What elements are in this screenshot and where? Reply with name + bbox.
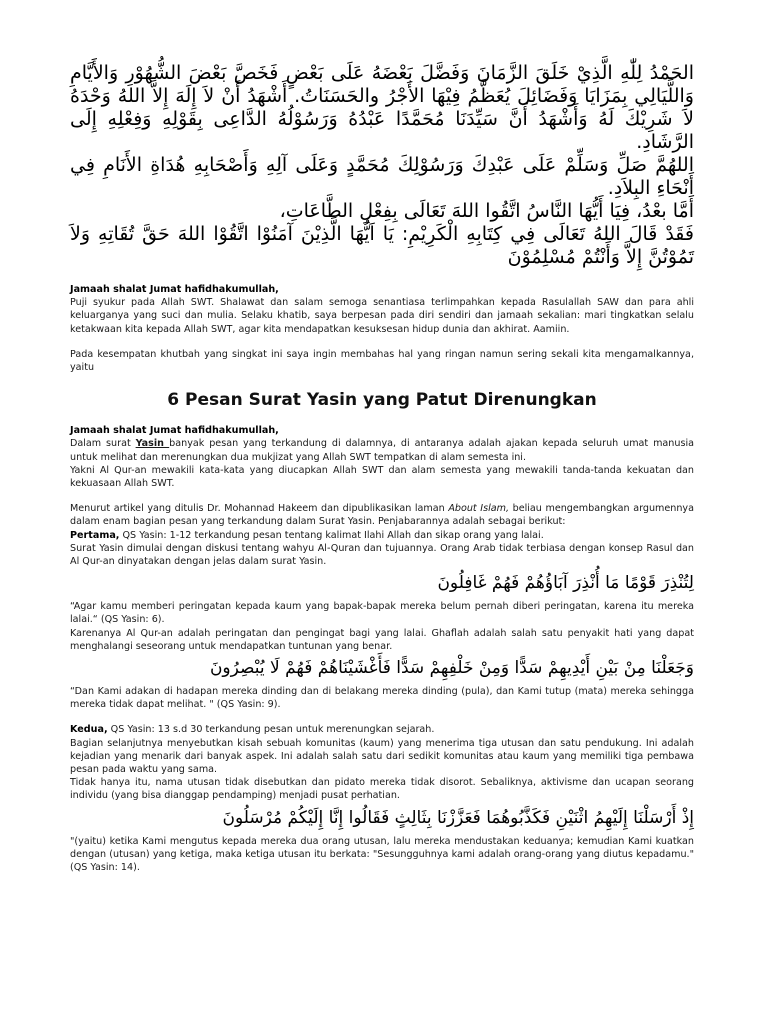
section-kedua: Kedua, QS Yasin: 13 s.d 30 terkandung pesan untuk merenungkan sejarah.	[70, 724, 435, 736]
intro-greeting: Jamaah shalat Jumat hafidhakumullah,	[70, 284, 279, 295]
intro-paragraph-1: Puji syukur pada Allah SWT. Shalawat dan salam semoga senantiasa terlimpahkan kepada Rasulallah SAW dan para ahli keluarganya yang suci dan mulia. Selaku khatib, saya berpesan pada diri sendiri dan jamaah sekalian: mari tingkatkan selalu ketakwaan kita kepada Allah SWT, agar kita mendapatkan kesuksesan hidup dunia dan akhirat. Aamiin.	[70, 297, 694, 335]
source-name: About Islam,	[448, 503, 510, 515]
body-paragraph-6: Tidak hanya itu, nama utusan tidak disebutkan dan pidato mereka tidak disorot. Sebaliknya, aktivisme dan ucapan seorang individu (yang bisa dianggap pendamping) menjadi pusat perhatian.	[70, 777, 694, 802]
arabic-verse: فَقَدْ قَالَ اللهُ تَعَالَى فِي كِتَابِهِ الْكَرِيْمِ: يَا اَيُّهَا الَّذِيْنَ آمَنُوْا اتَّقُوْا اللهَ حَقَّ تُقَاتِهِ وَلاَ تَمُوْتُنَّ إِلاَّ وَأَنْتُمْ مُسْلِمُوْنَ	[70, 223, 694, 268]
body-paragraph-3: Menurut artikel yang ditulis Dr. Mohannad Hakeem dan dipublikasikan laman About Islam, beliau mengembangkan argumennya dalam enam bagian pesan yang terkandung dalam Surat Yasin. Penjabarannya adalah sebagai berikut:	[70, 503, 694, 528]
translation-yasin-14: "(yaitu) ketika Kami mengutus kepada mereka dua orang utusan, lalu mereka mendustakan keduanya; kemudian Kami kuatkan dengan (utusan) yang ketiga, maka ketiga utusan itu berkata: "Sesungguhnya kami adalah orang-orang yang diutus kepadamu." (QS Yasin: 14).	[70, 835, 694, 874]
yasin-link[interactable]: Yasin	[135, 438, 170, 450]
opening-arabic	[70, 62, 694, 269]
translation-yasin-9: “Dan Kami adakan di hadapan mereka dinding dan di belakang mereka dinding (pula), dan Kami tutup (mata) mereka sehingga mereka tidak dapat melihat. " (QS Yasin: 9).	[70, 686, 694, 711]
ayah-yasin-14: إِذْ أَرْسَلْنَا إِلَيْهِمُ اثْنَيْنِ فَكَذَّبُوهُمَا فَعَزَّزْنَا بِثَالِثٍ فَقَالُوا إِنَّا إِلَيْكُمْ مُرْسَلُونَ	[222, 807, 694, 828]
ayah-yasin-6: لِتُنْذِرَ قَوْمًا مَا أُنْذِرَ آبَاؤُهُمْ فَهُمْ غَافِلُونَ	[437, 573, 694, 594]
arabic-praise: الحَمْدُ لِلّٰهِ الَّذِيْ خَلَقَ الزَّمَانَ وَفَضَّلَ بَعْضَهُ عَلَى بَعْضٍ فَخَصَّ بَعْضَ الشُّهُوْرِ وَالأَيَّامِ وَاللَّيَالِي بِمَزَايَا وَفَضَائِلَ يُعَظَّمُ فِيْهَا الأَجْرُ والحَسَنَاتُ. أَشْهَدُ أَنْ لاَ إِلَهَ إِلاَّ اللهُ وَحْدَهُ لاَ شَرِيْكَ لَهُ وَأَشْهَدُ أَنَّ سَيِّدَنَا مُحَمَّدًا عَبْدُهُ وَرَسُوْلُهُ الدَّاعِى بِقَوْلِهِ وَفِعْلِهِ إِلَى الرَّشَادِ.	[70, 62, 694, 153]
body-paragraph-2: Yakni Al Qur-an mewakili kata-kata yang diucapkan Allah SWT dan alam semesta yang mewakili tanda-tanda kekuatan dan kekuasaan Allah SWT.	[70, 464, 694, 490]
pertama-paragraph: Surat Yasin dimulai dengan diskusi tentang wahyu Al-Quran dan tujuannya. Orang Arab tidak terbiasa dengan konsep Rasul dan Al Qur-an dinyatakan dengan jelas dalam surat Yasin.	[70, 542, 694, 568]
body-paragraph-4: Karenanya Al Qur-an adalah peringatan dan pengingat bagi yang lalai. Ghaflah adalah salah satu penyakit hati yang dapat menghalangi seseorang untuk mendapatkan tuntunan yang benar.	[70, 627, 694, 652]
translation-yasin-6: “Agar kamu memberi peringatan kepada kaum yang bapak-bapak mereka belum pernah diberi peringatan, karena itu mereka lalai.“ (QS Yasin: 6).	[70, 601, 694, 626]
body-paragraph-5: Bagian selanjutnya menyebutkan kisah sebuah komunitas (kaum) yang menerima tiga utusan dan satu pendukung. Ini adalah kejadian yang menarik dari banyak aspek. Ini adalah salah satu dari sedikit komunitas atau kaum yang memiliki tiga pembawa pesan pada waktu yang sama.	[70, 737, 694, 776]
body-paragraph-1: Dalam surat Yasin banyak pesan yang terkandung di dalamnya, di antaranya adalah ajakan kepada seluruh umat manusia untuk melihat dan merenungkan dua mukjizat yang Allah SWT tempatkan di alam semesta ini.	[70, 438, 695, 463]
ayah-yasin-9: وَجَعَلْنَا مِنْ بَيْنِ أَيْدِيهِمْ سَدًّا وَمِنْ خَلْفِهِمْ سَدًّا فَأَغْشَيْنَاهُمْ فَهُمْ لَا يُبْصِرُونَ	[209, 658, 694, 679]
page-title: 6 Pesan Surat Yasin yang Patut Direnungkan	[167, 390, 597, 411]
section-pertama: Pertama, QS Yasin: 1-12 terkandung pesan tentang kalimat Ilahi Allah dan sikap orang yang lalai.	[70, 529, 544, 541]
arabic-shalawat: اللهُمَّ صَلِّ وَسَلِّمْ عَلَى عَبْدِكَ وَرَسُوْلِكَ مُحَمَّدٍ وَعَلَى آلِهِ وَأَصْحَابِهِ هُدَاةِ الأَنَامِ فِي أَنْحَاءِ البِلاَدِ.	[70, 154, 694, 199]
arabic-amma-badu: أَمَّا بعْدُ، فِيَا أَيُّهَا النَّاسُ اتَّقُوا اللهَ تَعَالَى بِفِعْلِ الطَّاعَاتِ،	[279, 200, 694, 222]
body-greeting: Jamaah shalat Jumat hafidhakumullah,	[70, 425, 279, 437]
intro-paragraph-2: Pada kesempatan khutbah yang singkat ini saya ingin membahas hal yang ringan namun sering sekali kita mengamalkannya, yaitu	[70, 348, 694, 374]
